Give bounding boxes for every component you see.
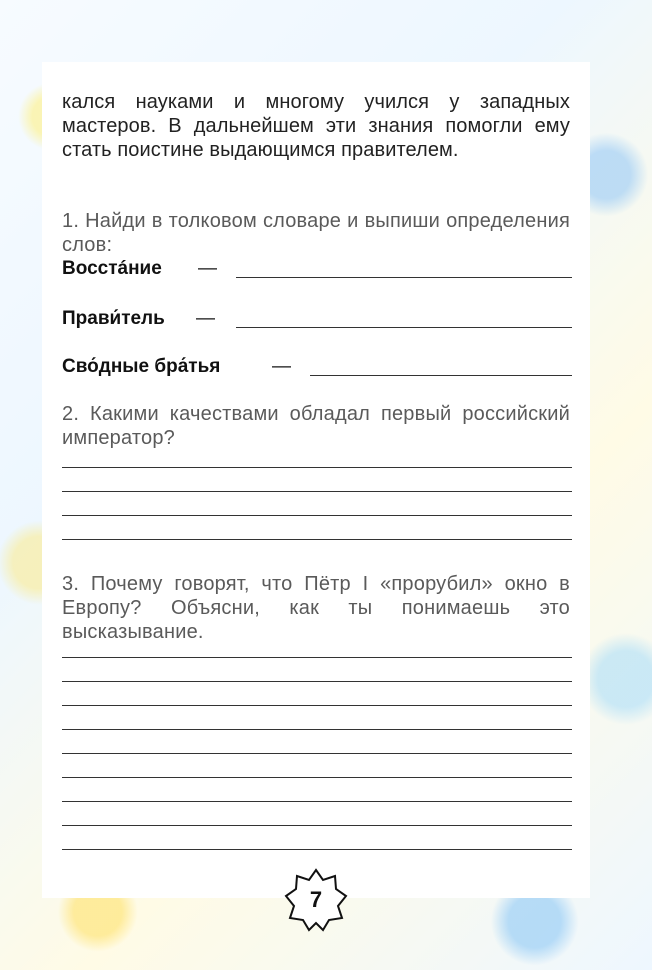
answer-line[interactable]	[62, 704, 572, 706]
answer-line[interactable]	[62, 680, 572, 682]
answer-line[interactable]	[62, 752, 572, 754]
term-label: Восстáние	[62, 258, 162, 279]
answer-line[interactable]	[62, 824, 572, 826]
worksheet-page	[42, 62, 590, 898]
page-number: 7	[309, 887, 323, 912]
page-number-badge	[284, 868, 348, 932]
task-2-prompt: 2. Какими качествами обладал первый российский император?	[62, 403, 570, 449]
answer-line[interactable]	[62, 776, 572, 778]
term-label: Прави́тель	[62, 308, 165, 329]
answer-line[interactable]	[62, 538, 572, 540]
answer-line[interactable]	[62, 656, 572, 658]
term-row-pravitel[interactable]	[62, 308, 572, 338]
term-dash: —	[196, 308, 215, 329]
answer-line[interactable]	[62, 514, 572, 516]
answer-line[interactable]	[62, 800, 572, 802]
task-3-prompt: 3. Почему говорят, что Пётр I «прорубил» окно в Европу? Объясни, как ты понимаешь это высказывание.	[62, 573, 570, 643]
term-label: Сво́дные бра́тья	[62, 356, 221, 377]
term-dash: —	[198, 258, 217, 279]
answer-line[interactable]	[62, 848, 572, 850]
intro-paragraph: кался науками и многому учился у западных мастеров. В дальнейшем эти знания помогли ему стать поистине выдающимся правителем.	[62, 91, 570, 161]
answer-line[interactable]	[62, 466, 572, 468]
term-row-svodnye-bratya[interactable]	[62, 356, 572, 386]
term-dash: —	[272, 356, 291, 377]
answer-line[interactable]	[62, 728, 572, 730]
term-answer-line[interactable]	[236, 276, 572, 278]
term-answer-line[interactable]	[236, 326, 572, 328]
task-1-prompt: 1. Найди в толковом словаре и выпиши определения слов:	[62, 210, 570, 256]
term-answer-line[interactable]	[310, 374, 572, 376]
answer-line[interactable]	[62, 490, 572, 492]
term-row-vosstanie[interactable]	[62, 258, 572, 288]
